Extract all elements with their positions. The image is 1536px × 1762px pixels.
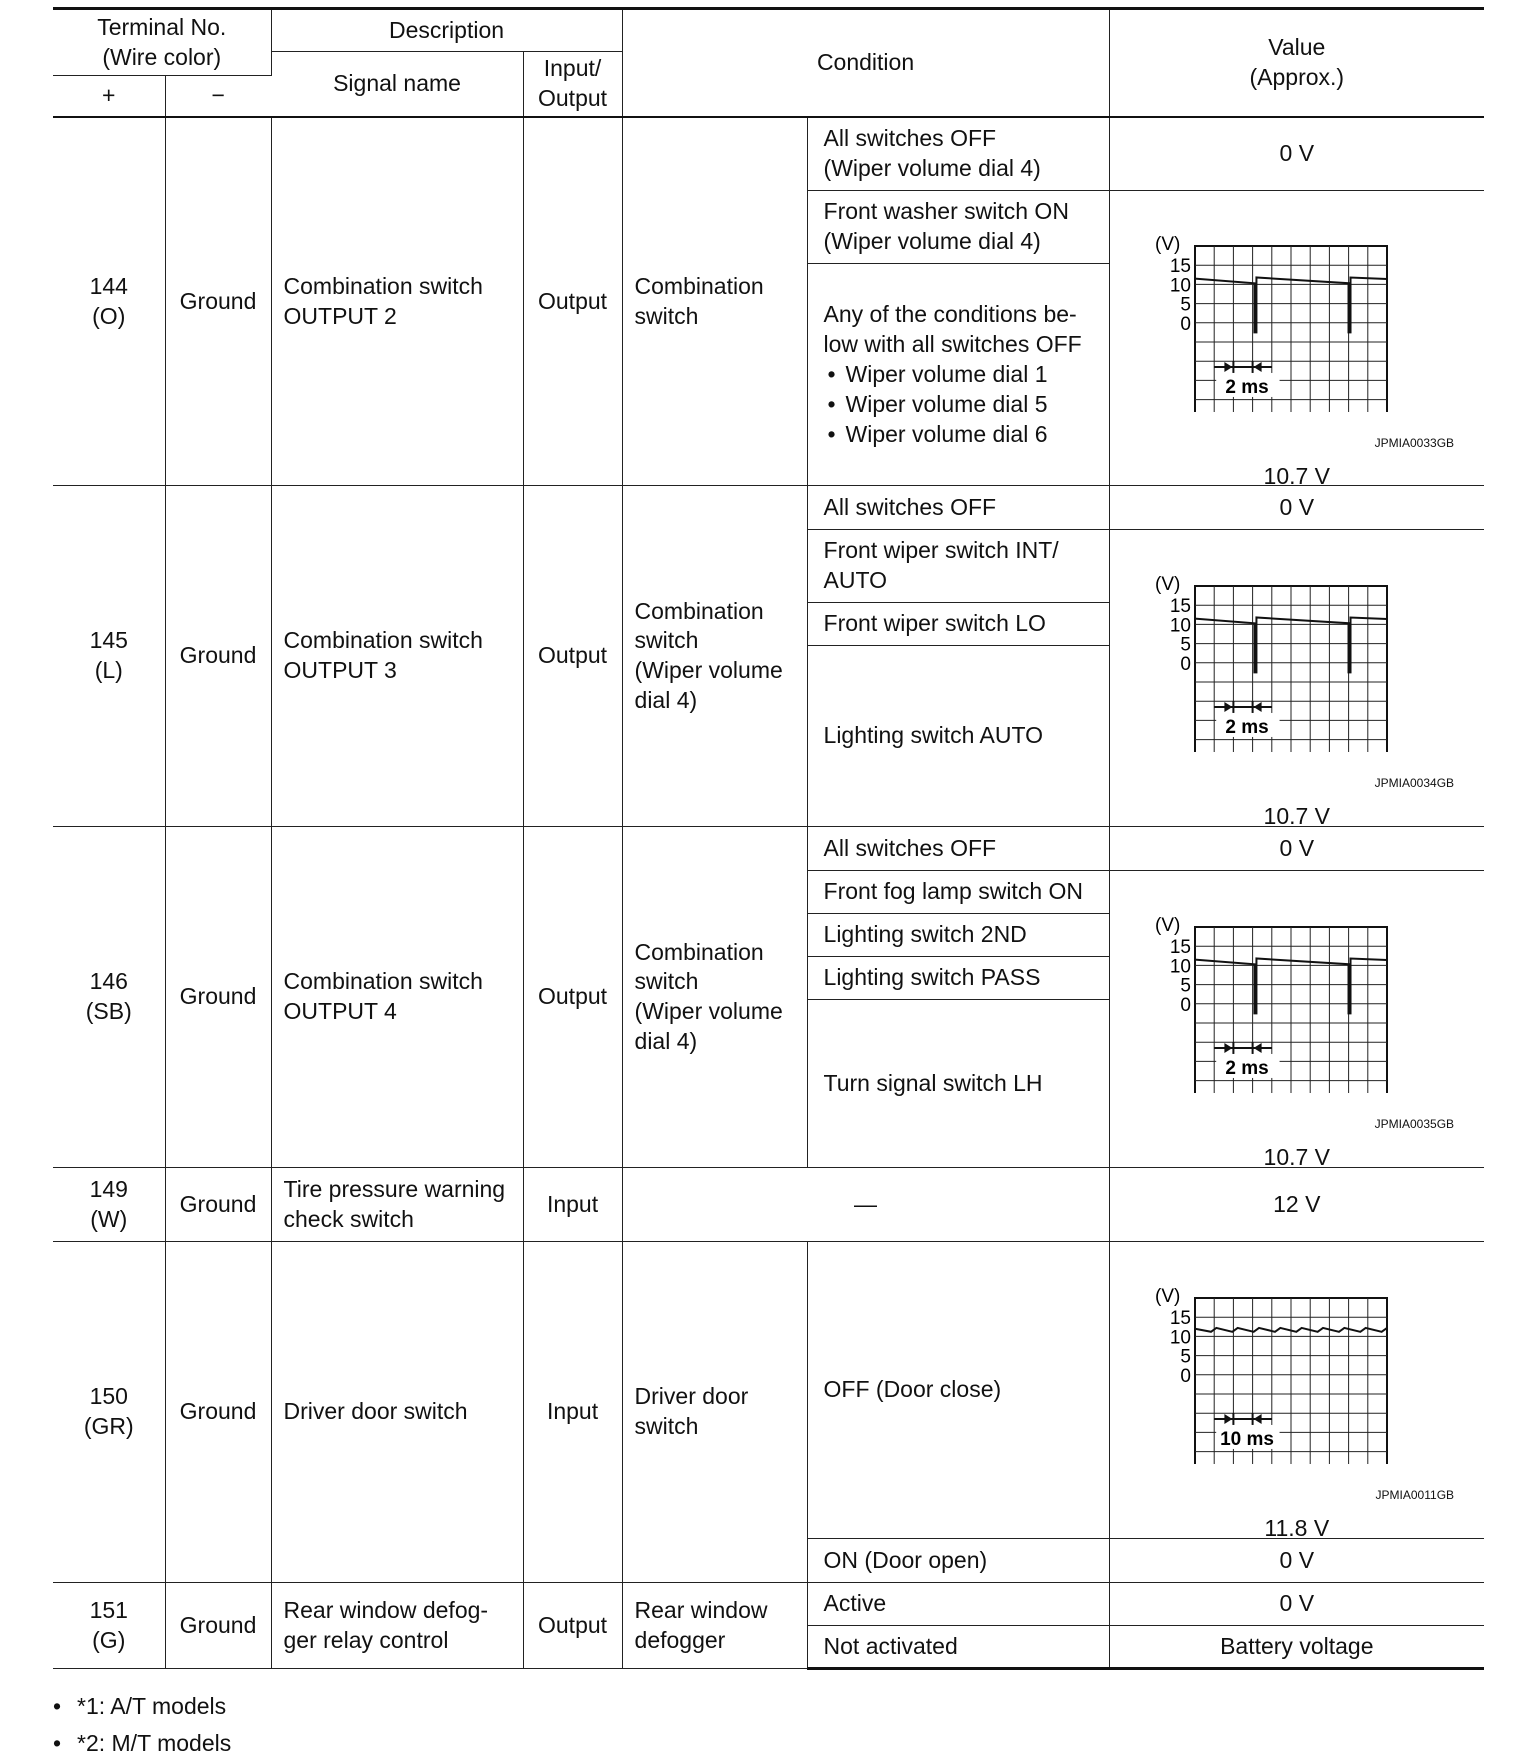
sub-condition-cell: Active — [807, 1583, 1109, 1626]
value-cell: 12 V — [1109, 1168, 1484, 1242]
io-cell: Input — [523, 1242, 622, 1583]
figure-code: JPMIA0035GB — [1374, 1117, 1455, 1132]
terminal-number: 150 — [89, 1383, 128, 1410]
table-row — [53, 1583, 1484, 1626]
axis-tick-label: 5 — [1179, 634, 1191, 656]
ground-cell: Ground — [165, 1242, 271, 1583]
condition-cell: Combination switch — [622, 117, 807, 486]
table-row — [53, 1168, 1484, 1242]
figure-code: JPMIA0033GB — [1374, 436, 1455, 451]
signal-name-cell: Rear window defog- ger relay control — [271, 1583, 523, 1669]
condition-cell: — — [622, 1168, 1109, 1242]
axis-tick-label: 15 — [1169, 256, 1191, 278]
figure-value: 10.7 V — [1263, 803, 1331, 830]
axis-unit-label: (V) — [1154, 234, 1180, 256]
oscilloscope-waveform — [1155, 915, 1395, 1093]
sub-condition-cell: OFF (Door close) — [807, 1242, 1109, 1539]
value-cell — [1109, 191, 1484, 490]
table-row — [53, 117, 1484, 191]
axis-tick-label: 0 — [1179, 1366, 1191, 1388]
sub-condition-cell: Lighting switch AUTO — [807, 646, 1109, 827]
bullet-list — [824, 360, 1097, 450]
approx-label: (Approx.) — [1249, 63, 1345, 90]
sub-condition-cell: Lighting switch 2ND — [807, 914, 1109, 957]
io-cell: Output — [523, 827, 622, 1168]
time-scale-label: 2 ms — [1224, 377, 1269, 399]
axis-tick-label: 5 — [1179, 1346, 1191, 1368]
figure-code: JPMIA0011GB — [1375, 1488, 1455, 1503]
list-item: • Wiper volume dial 1 — [824, 360, 1097, 390]
axis-tick-label: 10 — [1169, 1327, 1191, 1349]
plus-header: + — [53, 76, 165, 117]
footnotes — [53, 1688, 231, 1762]
axis-tick-label: 0 — [1179, 995, 1191, 1017]
minus-header: − — [165, 76, 271, 117]
io-cell: Output — [523, 1583, 622, 1669]
terminal-number: 149 — [89, 1175, 128, 1202]
value-label: Value — [1268, 34, 1326, 60]
axis-tick-label: 0 — [1179, 314, 1191, 336]
signal-name-cell: Tire pressure warning check switch — [271, 1168, 523, 1242]
footnote-item: • *2: M/T models — [53, 1725, 231, 1762]
figure-value: 10.7 V — [1263, 463, 1331, 490]
value-cell — [1109, 871, 1484, 1171]
io-label: Input/ Output — [538, 55, 608, 111]
axis-tick-label: 15 — [1169, 937, 1191, 959]
terminal-cell — [53, 486, 165, 827]
terminal-cell — [53, 1583, 165, 1669]
terminal-no-label: Terminal No. — [97, 13, 227, 40]
time-scale-label: 2 ms — [1224, 717, 1269, 739]
time-scale-arrow — [1253, 702, 1261, 712]
sub-condition-text: Any of the conditions be- low with all switches OFF — [823, 301, 1082, 357]
terminal-cell — [53, 827, 165, 1168]
time-scale-arrow — [1253, 1043, 1261, 1053]
wire-color: (O) — [92, 302, 126, 329]
terminal-cell — [53, 1168, 165, 1242]
figure-code: JPMIA0034GB — [1374, 776, 1455, 791]
value-cell: 0 V — [1109, 827, 1484, 871]
axis-unit-label: (V) — [1154, 574, 1180, 596]
io-cell: Output — [523, 117, 622, 486]
wire-color: (G) — [92, 1626, 126, 1653]
value-cell: 0 V — [1109, 1583, 1484, 1626]
condition-cell: Driver door switch — [622, 1242, 807, 1583]
sub-condition-cell: Front wiper switch INT/ AUTO — [807, 530, 1109, 603]
description-header: Description — [271, 9, 622, 52]
value-cell — [1109, 1242, 1484, 1542]
terminal-cell — [53, 117, 165, 486]
time-scale-label: 2 ms — [1224, 1058, 1269, 1080]
condition-cell: Combination switch (Wiper volume dial 4) — [622, 486, 807, 827]
list-item: • Wiper volume dial 6 — [824, 420, 1097, 450]
terminal-number: 146 — [89, 968, 128, 995]
ground-cell: Ground — [165, 827, 271, 1168]
axis-tick-label: 10 — [1169, 275, 1191, 297]
value-cell: 0 V — [1109, 486, 1484, 530]
sub-condition-cell: Lighting switch PASS — [807, 957, 1109, 1000]
list-item: • Wiper volume dial 5 — [824, 390, 1097, 420]
oscilloscope-waveform — [1155, 574, 1395, 752]
wire-color: (L) — [94, 657, 123, 684]
value-cell: 0 V — [1109, 117, 1484, 191]
signal-name-cell: Combination switch OUTPUT 3 — [271, 486, 523, 827]
terminal-number: 144 — [89, 272, 128, 299]
table-row — [53, 1242, 1484, 1539]
time-scale-arrow — [1224, 1043, 1232, 1053]
table-row — [53, 486, 1484, 530]
oscilloscope-waveform — [1155, 234, 1395, 412]
axis-unit-label: (V) — [1154, 1286, 1180, 1308]
sub-condition-cell: ON (Door open) — [807, 1539, 1109, 1583]
oscilloscope-figure — [1110, 544, 1485, 830]
time-scale-arrow — [1224, 1414, 1232, 1424]
ground-cell: Ground — [165, 1168, 271, 1242]
value-cell — [1109, 530, 1484, 830]
terminal-cell — [53, 1242, 165, 1583]
time-scale-arrow — [1253, 1414, 1261, 1424]
figure-value: 10.7 V — [1263, 1144, 1331, 1171]
sub-condition-cell: Not activated — [807, 1626, 1109, 1669]
oscilloscope-figure — [1110, 204, 1485, 490]
sub-condition-cell: Front washer switch ON (Wiper volume dial 4) — [807, 191, 1109, 264]
value-header — [1109, 9, 1484, 117]
signal-name-cell: Combination switch OUTPUT 4 — [271, 827, 523, 1168]
oscilloscope-figure — [1110, 885, 1485, 1171]
time-scale-arrow — [1224, 362, 1232, 372]
time-scale-arrow — [1253, 362, 1261, 372]
sub-condition-cell: Front wiper switch LO — [807, 603, 1109, 646]
signal-name-cell: Combination switch OUTPUT 2 — [271, 117, 523, 486]
io-cell: Output — [523, 486, 622, 827]
terminal-number: 145 — [89, 627, 128, 654]
time-scale-label: 10 ms — [1219, 1429, 1274, 1451]
sub-condition-cell: All switches OFF (Wiper volume dial 4) — [807, 117, 1109, 191]
condition-header: Condition — [622, 9, 1109, 117]
signal-name-cell: Driver door switch — [271, 1242, 523, 1583]
sub-condition-cell: All switches OFF — [807, 486, 1109, 530]
wire-color: (W) — [90, 1205, 128, 1232]
time-scale-arrow — [1224, 702, 1232, 712]
oscilloscope-waveform — [1155, 1286, 1395, 1464]
wire-color-label: (Wire color) — [102, 43, 222, 70]
ground-cell: Ground — [165, 486, 271, 827]
sub-condition-cell: Front fog lamp switch ON — [807, 871, 1109, 914]
wire-color: (GR) — [83, 1413, 134, 1440]
axis-tick-label: 5 — [1179, 294, 1191, 316]
sub-condition-cell — [807, 264, 1109, 486]
axis-tick-label: 5 — [1179, 975, 1191, 997]
sub-condition-cell: Turn signal switch LH — [807, 1000, 1109, 1168]
terminal-number: 151 — [89, 1596, 128, 1623]
terminal-spec-table — [53, 7, 1484, 1670]
io-cell: Input — [523, 1168, 622, 1242]
figure-value: 11.8 V — [1264, 1515, 1330, 1542]
signal-name-header: Signal name — [271, 52, 523, 117]
condition-cell: Rear window defogger — [622, 1583, 807, 1669]
ground-cell: Ground — [165, 117, 271, 486]
value-cell: Battery voltage — [1109, 1626, 1484, 1669]
condition-cell: Combination switch (Wiper volume dial 4) — [622, 827, 807, 1168]
axis-tick-label: 0 — [1179, 654, 1191, 676]
axis-tick-label: 10 — [1169, 956, 1191, 978]
oscilloscope-figure — [1110, 1256, 1485, 1542]
sub-condition-cell: All switches OFF — [807, 827, 1109, 871]
ground-cell: Ground — [165, 1583, 271, 1669]
axis-tick-label: 15 — [1169, 1308, 1191, 1330]
io-header — [523, 52, 622, 117]
axis-unit-label: (V) — [1154, 915, 1180, 937]
footnote-item: • *1: A/T models — [53, 1688, 231, 1725]
terminal-no-header — [53, 9, 271, 76]
axis-tick-label: 15 — [1169, 596, 1191, 618]
table-row — [53, 827, 1484, 871]
wire-color: (SB) — [85, 998, 132, 1025]
axis-tick-label: 10 — [1169, 615, 1191, 637]
value-cell: 0 V — [1109, 1539, 1484, 1583]
